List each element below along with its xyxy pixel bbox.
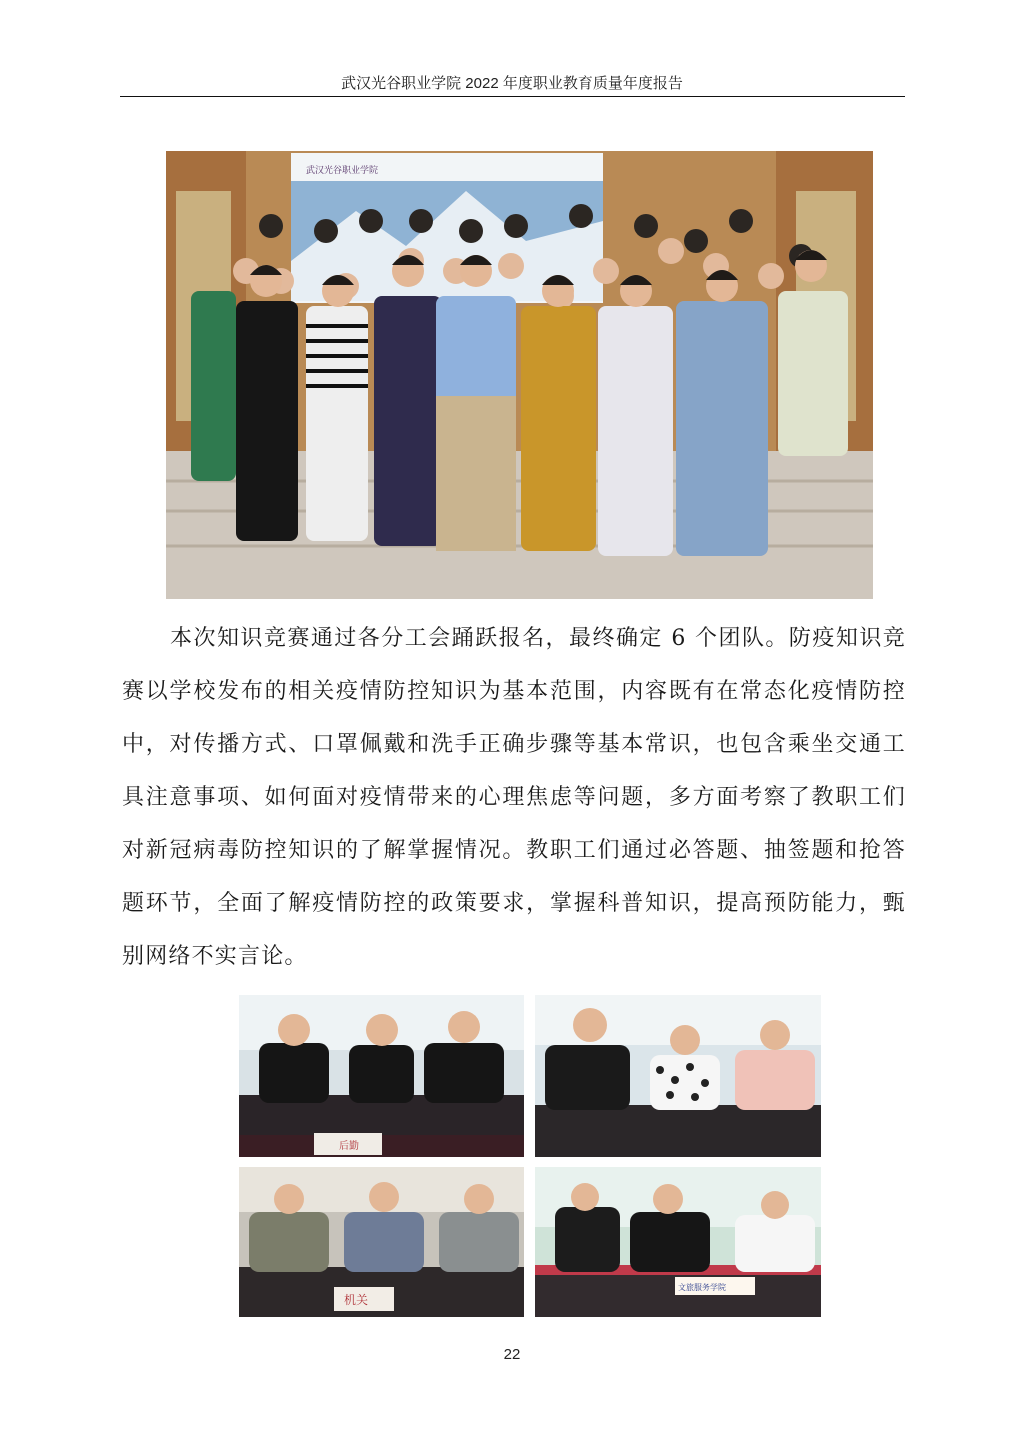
- team-photo-2: [535, 995, 821, 1157]
- team-photo-1: [239, 995, 524, 1157]
- body-paragraph: 本次知识竞赛通过各分工会踊跃报名，最终确定 6 个团队。防疫知识竞赛以学校发布的相关疫情防控知识为基本范围，内容既有在常态化疫情防控中，对传播方式、口罩佩戴和洗手正确步骤等基本常识，也包含乘坐交通工具注意事项、如何面对疫情带来的心理焦虑等问题，多方面考察了教职工们对新冠病毒防控知识的了解掌握情况。教职工们通过必答题、抽签题和抢答题环节，全面了解疫情防控的政策要求，掌握科普知识，提高预防能力，甄别网络不实言论。: [122, 626, 906, 969]
- header-divider: [120, 96, 905, 97]
- team-photo-3: [239, 1167, 524, 1317]
- page-number: 22: [503, 1346, 521, 1363]
- team-placard-3: 机关: [344, 1293, 369, 1307]
- team-photo-4: [535, 1167, 821, 1317]
- group-photo: [166, 151, 873, 599]
- team-placard-4: 文旅服务学院: [678, 1283, 726, 1292]
- report-header-title: 武汉光谷职业学院 2022 年度职业教育质量年度报告: [341, 75, 683, 92]
- team-placard-1: 后勤: [339, 1141, 359, 1152]
- backdrop-sign-text: 武汉光谷职业学院: [306, 166, 379, 176]
